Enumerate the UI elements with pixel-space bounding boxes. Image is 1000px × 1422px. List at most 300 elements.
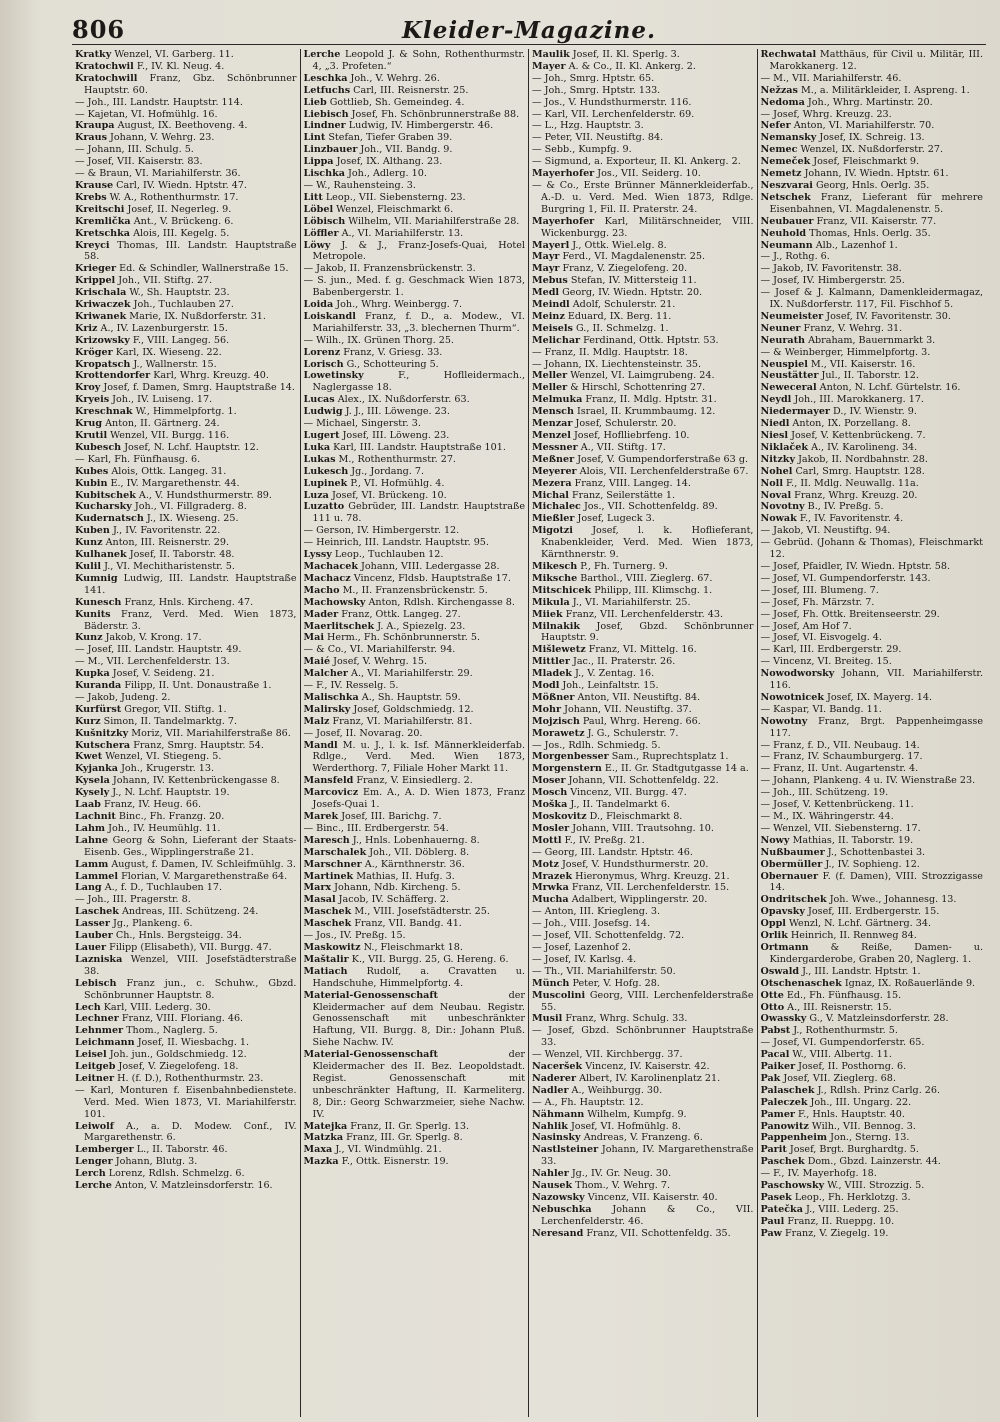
directory-entry: Meindl Adolf, Schulerstr. 21. — [532, 299, 676, 311]
directory-entry: Mrwka Franz, VII. Lerchenfelderstr. 15. — [532, 882, 730, 894]
directory-entry: Lowetinsky F., Hoflleidermach., Naglergasse 18. — [303, 370, 525, 394]
directory-entry: — Gebrüd. (Johann & Thomas), Fleischmarkt 12. — [760, 537, 983, 561]
directory-entry: Nedoma Joh., Whrg. Martinstr. 20. — [760, 96, 933, 108]
directory-entry: Owassky G., V. Matzleinsdorferstr. 28. — [760, 1013, 949, 1025]
directory-entry: Kubes Alois, Ottk. Langeg. 31. — [75, 465, 227, 477]
directory-entry: — Jos., IV. Preßg. 15. — [303, 930, 406, 942]
directory-entry: Leisel Joh. jun., Goldschmiedg. 12. — [75, 1049, 247, 1061]
directory-entry: Mayer A. & Co., II. Kl. Ankerg. 2. — [532, 60, 696, 72]
directory-entry: Lech Karl, VIII. Lederg. 30. — [75, 1001, 211, 1013]
directory-entry: Kumnig Ludwig, III. Landstr. Hauptstraße 141. — [75, 572, 297, 596]
directory-entry: Nasinsky Andreas, V. Franzeng. 6. — [532, 1132, 703, 1144]
directory-entry: Ondritschek Joh. Wwe., Johannesg. 13. — [760, 894, 957, 906]
directory-entry: — Heinrich, III. Landstr. Hauptstr. 95. — [303, 537, 489, 549]
directory-entry: Noval Franz, Whrg. Kreuzg. 20. — [760, 489, 918, 501]
directory-entry: Kucharsky Joh., VI. Fillgraderg. 8. — [75, 501, 247, 513]
directory-entry: Maskowitz N., Fleischmarkt 18. — [303, 941, 463, 953]
directory-entry: Nemansky Josef, IX. Schreig. 13. — [760, 132, 925, 144]
directory-entry: Neumeister Josef, IV. Favoritenstr. 30. — [760, 310, 951, 322]
directory-entry: Neszvarai Georg, Hnls. Oerlg. 35. — [760, 179, 930, 191]
directory-entry: Lerch Lorenz, Rdlsh. Schmelzg. 6. — [75, 1168, 245, 1180]
directory-entry: Ludwig J. J., III. Löwenge. 23. — [303, 406, 450, 418]
directory-entry: — Josef, Lazenhof 2. — [532, 941, 631, 953]
directory-entry: Miiek Franz, VII. Lerchenfelderstr. 43. — [532, 608, 724, 620]
directory-entry: — Johann, III. Schulg. 5. — [75, 144, 194, 156]
directory-entry: Kušnitzky Moriz, VII. Mariahilferstraße 86. — [75, 727, 291, 739]
directory-entry: — M., VII. Mariahilferstr. 46. — [760, 72, 902, 84]
directory-entry: Lorisch G., Schotteuring 5. — [303, 358, 439, 370]
directory-entry: Malirsky Josef, Goldschmiedg. 12. — [303, 703, 474, 715]
directory-entry: Kreitschi Josef, II. Negerleg. 9. — [75, 203, 232, 215]
directory-entry: Mottl F., IV. Preßg. 21. — [532, 834, 645, 846]
directory-entry: — Anton, III. Kriegleng. 3. — [532, 906, 661, 918]
directory-entry: — Kaspar, VI. Bandg. 11. — [760, 703, 882, 715]
directory-entry: — M., IX. Währingerstr. 44. — [760, 811, 894, 822]
directory-entry: Lukas M., Rothenthurmstr. 27. — [303, 453, 456, 465]
directory-entry: Kretschka Alois, III. Kegelg. 5. — [75, 227, 230, 239]
directory-entry: Lasser Jg., Plankeng. 6. — [75, 918, 193, 930]
directory-entry: Kratochwil F., IV. Kl. Neug. 4. — [75, 60, 225, 72]
directory-entry: — Joh., Smrg. Hptstr. 65. — [532, 72, 655, 84]
directory-entry: — Josef, Whrg. Kreuzg. 23. — [760, 108, 892, 120]
directory-entry: Mucha Adalbert, Wipplingerstr. 20. — [532, 894, 708, 906]
directory-entry: Maschek M., VIII. Josefstädterstr. 25. — [303, 906, 490, 918]
directory-entry: — Sebb., Kumpfg. 9. — [532, 144, 632, 156]
directory-entry: Neuhold Thomas, Hnls. Oerlg. 35. — [760, 227, 931, 239]
directory-entry: Lemberger L., II. Taborstr. 46. — [75, 1144, 228, 1156]
directory-entry: Lerche Leopold J. & Sohn, Rothenthurmstr. 4, „3. Profeten.“ — [303, 49, 525, 72]
directory-entry: Nähmann Wilhelm, Kumpfg. 9. — [532, 1108, 687, 1120]
directory-entry: Mazka F., Ottk. Eisnerstr. 19. — [303, 1156, 449, 1168]
directory-entry: Lahne Georg & Sohn, Lieferant der Staats-Eisenb. Ges., Wipplingerstraße 21. — [75, 834, 297, 858]
directory-entry: Lazniska Wenzel, VIII. Josefstädterstraße 38. — [75, 953, 297, 977]
directory-entry: — Karl, Monturen f. Eisenbahnbedienstete. Verd. Med. Wien 1873, VI. Mariahilferstr. 101. — [75, 1084, 297, 1120]
directory-entry: Musil Franz, Whrg. Schulg. 33. — [532, 1013, 688, 1025]
directory-entry: Neuspiel M., VII. Kaiserstr. 16. — [760, 358, 916, 370]
directory-entry: Kremlička Ant., V. Brückeng. 6. — [75, 215, 234, 227]
directory-entry: Neubauer Franz, VII. Kaiserstr. 77. — [760, 215, 937, 227]
directory-entry: Ortmann & Reiße, Damen- u. Kindergarderobe, Graben 20, Naglerg. 1. — [760, 941, 983, 965]
directory-entry: — Josef, VI. Gumpendorferstr. 143. — [760, 572, 931, 584]
directory-entry: Morawetz J. G., Schulerstr. 7. — [532, 727, 679, 739]
directory-entry: Marcovicz Em. A., A. D. Wien 1873, Franz Josefs-Quai 1. — [303, 787, 525, 811]
directory-entry: Krippel Joh., VII. Stiftg. 27. — [75, 275, 213, 287]
directory-entry: — S. jun., Med. f. g. Geschmack Wien 1873, Babenbergerstr. 1. — [303, 275, 525, 299]
directory-entry: Kunesch Franz, Hnls. Kircheng. 47. — [75, 596, 254, 608]
page-title: Kleider-Magazine. — [402, 17, 656, 44]
directory-entry: Migotzi Josef, l. k. Hoflieferant, Knabenkleider, Verd. Med. Wien 1873, Kärnthnerstr. 9. — [532, 525, 754, 561]
directory-entry: Lucas Alex., IX. Nußdorferstr. 63. — [303, 394, 470, 406]
directory-entry: — Josef, V. Kettenbrückeng. 11. — [760, 799, 914, 811]
directory-entry: Maštalir K., VII. Burgg. 25, G. Hereng. 6. — [303, 953, 509, 965]
directory-entry: — Binc., III. Erdbergerstr. 54. — [303, 822, 449, 834]
directory-entry: Nebuschka Johann & Co., VII. Lerchenfelderstr. 46. — [532, 1203, 754, 1227]
directory-entry: Münch Peter, V. Hofg. 28. — [532, 977, 660, 989]
directory-entry: — Josef, IV. Karlsg. 4. — [532, 953, 637, 965]
directory-entry: Nahlik Josef, VI. Hofmühlg. 8. — [532, 1120, 681, 1132]
directory-entry: Nowodworsky Johann, VII. Mariahilferstr. 116. — [760, 668, 983, 692]
directory-entry: Krieger Ed. & Schindler, Wallnerstraße 15. — [75, 263, 289, 275]
directory-entry: Paleczek Joh., III. Ungarg. 22. — [760, 1096, 912, 1108]
directory-entry: Lint Stefan, Tiefer Graben 39. — [303, 132, 453, 144]
directory-entry: — Jakob, VI. Neustiftg. 94. — [760, 525, 891, 537]
directory-entry: Maschek Franz, VII. Bandg. 41. — [303, 918, 462, 930]
directory-entry: Lammel Florian, V. Margarethenstraße 64. — [75, 870, 288, 882]
directory-entry: Melichar Ferdinand, Ottk. Hptstr. 53. — [532, 334, 719, 346]
directory-entry: Leitner H. (f. D.), Rothenthurmstr. 23. — [75, 1072, 264, 1084]
directory-entry: — Franz, IV. Schaumburgerg. 17. — [760, 751, 923, 763]
directory-entry: — Joh., VIII. Josefsg. 14. — [532, 918, 651, 930]
directory-entry: Otschenaschek Ignaz, IX. Roßauerlände 9. — [760, 977, 976, 989]
directory-entry: Linzbauer Joh., VII. Bandg. 9. — [303, 144, 453, 156]
page-header — [72, 10, 986, 45]
directory-entry: Maxa J., VI. Windmühlg. 21. — [303, 1144, 442, 1156]
directory-entry: — Josef, IV. Himbergerstr. 25. — [760, 275, 905, 287]
directory-entry: Marx Johann, Ndb. Kircheng. 5. — [303, 882, 461, 894]
directory-entry: Lechner Franz, VIII. Floriang. 46. — [75, 1013, 244, 1025]
directory-entry: Oswald J., III. Landstr. Hptstr. 1. — [760, 965, 921, 977]
directory-entry: Kutschera Franz, Smrg. Hauptstr. 54. — [75, 739, 264, 751]
directory-entry: — & Weinberger, Himmelpfortg. 3. — [760, 346, 931, 358]
directory-entry: Lukesch Jg., Jordang. 7. — [303, 465, 425, 477]
directory-entry: Maulik Josef, II. Kl. Sperlg. 3. — [532, 49, 680, 60]
directory-entry: — M., VII. Lerchenfelderstr. 13. — [75, 656, 230, 668]
directory-entry: Lyssy Leop., Tuchlauben 12. — [303, 549, 444, 561]
directory-entry: Mikula J., VI. Mariahilferstr. 25. — [532, 596, 691, 608]
directory-entry: — Jos., V. Hundsthurmerstr. 116. — [532, 96, 692, 108]
directory-entry: Miksche Barthol., VIII. Zieglerg. 67. — [532, 572, 713, 584]
directory-entry: Michalec Jos., VII. Schottenfeldg. 89. — [532, 501, 718, 513]
directory-entry: Kunz Anton, III. Reisnerstr. 29. — [75, 537, 230, 549]
directory-entry: Mladek J., V. Zentag. 16. — [532, 668, 655, 680]
directory-entry: Kwet Wenzel, VI. Stiegeng. 5. — [75, 751, 222, 763]
directory-entry: Niklaček A., IV. Karolineng. 34. — [760, 441, 918, 453]
directory-entry: Oppl Wenzl, N. Lchf. Gärtnerg. 34. — [760, 918, 932, 930]
directory-entry: Kubitschek A., V. Hundsthurmerstr. 89. — [75, 489, 272, 501]
directory-entry: Nežzas M., a. Militärkleider, I. Aspreng. 1. — [760, 84, 970, 96]
directory-entry: Niedl Anton, IX. Porzellang. 8. — [760, 418, 911, 430]
directory-entry: Lauber Ch., Hnls. Bergsteigg. 34. — [75, 930, 242, 942]
directory-entry: Neurath Abraham, Bauernmarkt 3. — [760, 334, 936, 346]
directory-entry: Morgenstern E., II. Gr. Stadtgutgasse 14 a. — [532, 763, 749, 775]
directory-entry: Kubesch Josef, N. Lchf. Hauptstr. 12. — [75, 441, 259, 453]
directory-entry: Leschka Joh., V. Wehrg. 26. — [303, 72, 440, 84]
directory-entry: Maié Josef, V. Wehrg. 15. — [303, 656, 428, 668]
directory-entry: Mohr Johann, VII. Neustiftg. 37. — [532, 703, 692, 715]
directory-entry: — Franz, f. D., VII. Neubaug. 14. — [760, 739, 920, 751]
directory-entry: Nausek Thom., V. Wehrg. 7. — [532, 1180, 671, 1192]
directory-entry: Kraus Johann, V. Wehrg. 23. — [75, 132, 215, 144]
column-4 — [758, 49, 987, 1417]
directory-entry: Kroy Josef, f. Damen, Smrg. Hauptstraße 14. — [75, 382, 295, 394]
directory-entry: Marschner A., Kärnthnerstr. 36. — [303, 858, 465, 870]
directory-entry: Neydl Joh., III. Marokkanerg. 17. — [760, 394, 924, 406]
directory-entry: Lupinek P., VI. Hofmühlg. 4. — [303, 477, 445, 489]
directory-entry: — Gerson, IV. Himbergerstr. 12. — [303, 525, 460, 537]
directory-entry: — Karl, Fh. Fünfhausg. 6. — [75, 453, 201, 465]
directory-entry: Krischala W., Sh. Hauptstr. 23. — [75, 287, 230, 299]
directory-entry: Mayerl J., Ottk. Wiel.elg. 8. — [532, 239, 667, 251]
directory-entry: Liebisch Josef, Fh. Schönbrunnerstraße 88. — [303, 108, 520, 120]
directory-entry: Moser Johann, VII. Schottenfeldg. 22. — [532, 775, 719, 787]
directory-entry: — W., Rauhensteing. 3. — [303, 179, 416, 191]
directory-entry: Lerche Anton, V. Matzleinsdorferstr. 16. — [75, 1180, 273, 1192]
directory-entry: — A., Fh. Hauptstr. 12. — [532, 1096, 644, 1108]
column-2 — [301, 49, 530, 1417]
directory-entry: Malcher A., VI. Mariahilferstr. 29. — [303, 668, 473, 680]
directory-entry: Meßner Josef, V. Gumpendorferstraße 63 g. — [532, 453, 749, 465]
directory-entry: Kratochwill Franz, Gbz. Schönbrunner Hauptstr. 60. — [75, 72, 297, 96]
directory-entry: Laab Franz, IV. Heug. 66. — [75, 799, 202, 811]
directory-entry: Mebus Stefan, IV. Mittersteig 11. — [532, 275, 697, 287]
page-number: 806 — [72, 15, 126, 44]
directory-entry: — & Co., VI. Mariahilferstr. 94. — [303, 644, 456, 656]
directory-entry: Kysela Johann, IV. Kettenbrückengasse 8. — [75, 775, 280, 787]
directory-entry: Marschalek Joh., VII. Döblerg. 8. — [303, 846, 470, 858]
directory-entry: — F., IV. Mayerhofg. 18. — [760, 1168, 877, 1180]
directory-entry: — Wenzel, VII. Kirchbergg. 37. — [532, 1049, 683, 1061]
directory-entry: Kulhanek Josef, II. Taborstr. 48. — [75, 549, 235, 561]
directory-entry: Opavsky Josef, III. Erdbergerstr. 15. — [760, 906, 940, 918]
directory-entry: Mayerhofer Karl, Militärschneider, VIII. Wickenburgg. 23. — [532, 215, 754, 239]
directory-entry: Milnakik Josef, Gbzd. Schönbrunner Hauptstr. 9. — [532, 620, 754, 644]
directory-entry: — Josef, VII. Schottenfeldg. 72. — [532, 930, 685, 942]
directory-entry: — Josef, VII. Kaiserstr. 83. — [75, 156, 203, 168]
directory-entry: Michal Franz, Seilerstätte 1. — [532, 489, 676, 501]
directory-entry: Mezera Franz, VIII. Langeg. 14. — [532, 477, 691, 489]
directory-entry: — L., Hzg. Hauptstr. 3. — [532, 120, 644, 132]
directory-entry: Paschowsky W., VIII. Strozzig. 5. — [760, 1180, 925, 1192]
directory-entry: Lieb Gottlieb, Sh. Gemeindeg. 4. — [303, 96, 465, 108]
directory-entry: Messner A., VII. Stiftg. 17. — [532, 441, 666, 453]
directory-entry: Mansfeld Franz, V. Einsiedlerg. 2. — [303, 775, 473, 787]
directory-entry: Niesl Josef, V. Kettenbrückeng. 7. — [760, 430, 926, 441]
directory-entry: — Wenzel, VII. Siebensterng. 17. — [760, 822, 921, 834]
directory-entry: Kreyci Thomas, III. Landstr. Hauptstraße 58. — [75, 239, 297, 263]
directory-entry: Lehnmer Thom., Naglerg. 5. — [75, 1025, 218, 1037]
directory-entry: Nowak F., IV. Favoritenstr. 4. — [760, 513, 904, 525]
directory-entry: Kuben J., IV. Favoritenstr. 22. — [75, 525, 221, 537]
directory-entry: Nowotnicek Josef, IX. Mayerg. 14. — [760, 691, 933, 703]
directory-entry: Leiwolf A., a. D. Modew. Conf., IV. Margarethenstr. 6. — [75, 1120, 297, 1144]
directory-entry: Meisels G., II. Schmelzg. 1. — [532, 322, 669, 334]
directory-entry: Motz Josef, V. Hundsthurmerstr. 20. — [532, 858, 709, 870]
directory-entry: Kryeis Joh., IV. Luiseng. 17. — [75, 394, 213, 406]
directory-entry: Martinek Mathias, II. Hufg. 3. — [303, 870, 455, 882]
directory-entry: — Josef, Fh. Ottk. Breitenseerstr. 29. — [760, 608, 940, 620]
directory-entry: Material-Genossenschaft der Kleidermacher auf dem Neubau. Registr. Genossenschaft mit unbeschränkter Haftung, VII. Burgg. 8, Dir.: Johann Pluß. Siehe Nachw. IV. — [303, 989, 525, 1049]
columns — [72, 49, 986, 1417]
directory-entry: Mayr Franz, V. Ziegelofeng. 20. — [532, 263, 688, 275]
directory-entry: Naderer Albert, IV. Karolinenplatz 21. — [532, 1072, 721, 1084]
directory-entry: Luzatto Gebrüder, III. Landstr. Hauptstraße 111 u. 78. — [303, 501, 525, 525]
directory-entry: Lindner Ludwig, IV. Himbergerstr. 46. — [303, 120, 494, 132]
column-1 — [72, 49, 301, 1417]
directory-entry: Lebisch Franz jun., c. Schuhw., Gbzd. Schönbrunner Hauptstr. 8. — [75, 977, 297, 1001]
directory-entry: Nowotny Franz, Brgt. Pappenheimgasse 117. — [760, 715, 983, 739]
directory-entry: — & Co., Erste Brünner Männerkleiderfab., A.-D. u. Verd. Med. Wien 1873, Rdlge. Burgring 1, Fil. II. Praterstr. 24. — [532, 179, 754, 215]
directory-entry: — Franz, II. Unt. Augartenstr. 4. — [760, 763, 919, 775]
directory-entry: Modl Joh., Leinfaltstr. 15. — [532, 680, 659, 692]
directory-entry: — Jakob, II. Franzensbrückenstr. 3. — [303, 263, 476, 275]
directory-entry: Lippa Josef, IX. Althang. 23. — [303, 156, 443, 168]
directory-entry: — Josef, Fh. Märzstr. 7. — [760, 596, 875, 608]
directory-entry: Kunits Franz, Verd. Med. Wien 1873, Bäderstr. 3. — [75, 608, 297, 632]
directory-entry: Kropatsch J., Wallnerstr. 15. — [75, 358, 217, 370]
directory-entry: Krug Anton, II. Gärtnerg. 24. — [75, 418, 220, 430]
directory-entry: Palaschek J., Rdlsh. Prinz Carlg. 26. — [760, 1084, 941, 1096]
directory-entry: — Michael, Singerstr. 3. — [303, 418, 421, 430]
directory-entry: Paschek Dom., Gbzd. Lainzerstr. 44. — [760, 1156, 941, 1168]
directory-entry: Patečka J., VIII. Lederg. 25. — [760, 1203, 899, 1215]
directory-entry: Lorenz Franz, V. Griesg. 33. — [303, 346, 443, 358]
directory-entry: Machowsky Anton, Rdlsh. Kirchengasse 8. — [303, 596, 515, 608]
directory-entry: Otto A., III. Reisnerstr. 15. — [760, 1001, 892, 1013]
directory-entry: Mišlewetz Franz, VI. Mittelg. 16. — [532, 644, 697, 656]
directory-entry: Kubin E., IV. Margarethenstr. 44. — [75, 477, 240, 489]
directory-entry: Mießler Josef, Lugeck 3. — [532, 513, 655, 525]
directory-entry: Rechwatal Matthäus, für Civil u. Militär, III. Marokkanerg. 12. — [760, 49, 983, 72]
directory-entry: — Karl, VII. Lerchenfelderstr. 69. — [532, 108, 695, 120]
directory-entry: — Joh., III. Pragerstr. 8. — [75, 894, 191, 906]
directory-entry: Mößner Anton, VII. Neustiftg. 84. — [532, 691, 701, 703]
directory-entry: Netschek Franz, Lieferant für mehrere Eisenbahnen, VI. Magdalenenstr. 5. — [760, 191, 983, 215]
directory-entry: Löffler A., VI. Mariahilferstr. 13. — [303, 227, 464, 239]
directory-entry: — Joh., III. Schützeng. 19. — [760, 787, 889, 799]
directory-entry: Mitschicek Philipp, III. Klimschg. 1. — [532, 584, 713, 596]
directory-entry: — J., Rothg. 6. — [760, 251, 830, 263]
directory-entry: Krizowsky F., VIII. Langeg. 56. — [75, 334, 230, 346]
directory-entry: Neresand Franz, VII. Schottenfeldg. 35. — [532, 1227, 731, 1239]
directory-entry: Kulil J., VI. Mechitharistenstr. 5. — [75, 560, 235, 572]
directory-entry: Mayerhofer Jos., VII. Seiderg. 10. — [532, 168, 701, 180]
directory-entry: Niedermayer D., IV. Wienstr. 9. — [760, 406, 917, 418]
directory-entry: Moskovitz D., Fleischmarkt 8. — [532, 811, 683, 822]
directory-entry: Krottendorfer Karl, Whrg. Kreuzg. 40. — [75, 370, 269, 382]
directory-entry: Laschek Andreas, III. Schützeng. 24. — [75, 906, 259, 918]
directory-entry: — Joh., Smrg. Hptstr. 133. — [532, 84, 661, 96]
directory-entry: Kröger Karl, IX. Wieseng. 22. — [75, 346, 222, 358]
directory-entry: Menzar Josef, Schulerstr. 20. — [532, 418, 677, 430]
directory-entry: Luza Josef, VI. Brückeng. 10. — [303, 489, 447, 501]
directory-entry: Menzel Josef, Hoflliebrfeng. 10. — [532, 430, 690, 441]
directory-entry: Nefer Anton, VI. Mariahilferstr. 70. — [760, 120, 935, 132]
directory-entry: Mandl M. u. J., l. k. Isf. Männerkleiderfab. Rdlge., Verd. Med. Wien 1873, Werderthorg. 7, Filiale Hoher Markt 11. — [303, 739, 525, 775]
directory-entry: Kyjanka Joh., Krugerstr. 13. — [75, 763, 215, 775]
directory-entry: — Jos., Rdlh. Schmiedg. 5. — [532, 739, 661, 751]
directory-entry: Macho M., II. Franzensbrückenstr. 5. — [303, 584, 488, 596]
directory-entry: — Johann, Plankeng. 4 u. IV. Wienstraße 23. — [760, 775, 976, 787]
directory-entry: Pamer F., Hnls. Hauptstr. 40. — [760, 1108, 905, 1120]
directory-entry: — Josef, Am Hof 7. — [760, 620, 852, 632]
directory-entry: — Jakob, Judeng. 2. — [75, 691, 171, 703]
directory-entry: — Kajetan, VI. Hofmühlg. 16. — [75, 108, 218, 120]
directory-entry: — Johann, IX. Liechtensteinstr. 35. — [532, 358, 702, 370]
directory-entry: — Josef, VI. Gumpendorferstr. 65. — [760, 1037, 925, 1049]
directory-entry: Matiach Rudolf, a. Cravatten u. Handschuhe, Himmelpfortg. 4. — [303, 965, 525, 989]
directory-entry: Meinz Eduard, IX. Berg. 11. — [532, 310, 672, 322]
directory-entry: Maresch J., Hnls. Lobenhauerng. 8. — [303, 834, 480, 846]
directory-entry: Paul Franz, II. Rueppg. 10. — [760, 1215, 895, 1227]
directory-entry: Nemeček Josef, Fleischmarkt 9. — [760, 156, 920, 168]
directory-entry: Loida Joh., Whrg. Weinbergg. 7. — [303, 299, 463, 311]
directory-entry: Lamm August, f. Damen, IV. Schleifmühlg. 3. — [75, 858, 296, 870]
directory-entry: Nitzky Jakob, II. Nordbahnstr. 28. — [760, 453, 928, 465]
directory-entry: Leichmann Josef, II. Wiesbachg. 1. — [75, 1037, 250, 1049]
directory-entry: Krutil Wenzel, VII. Burgg. 116. — [75, 430, 230, 441]
directory-entry: — Vincenz, VI. Breiteg. 15. — [760, 656, 892, 668]
directory-entry: Malz Franz, VI. Mariahilferstr. 81. — [303, 715, 473, 727]
directory-entry: — Josef, III. Landstr. Hauptstr. 49. — [75, 644, 242, 656]
directory-entry: Maerlitschek J. A., Spiezelg. 23. — [303, 620, 466, 632]
directory-entry: Lauer Filipp (Elisabeth), VII. Burgg. 47. — [75, 941, 272, 953]
directory-entry: Obermüller J., IV. Sophieng. 12. — [760, 858, 920, 870]
directory-entry: — Jakob, IV. Favoritenstr. 38. — [760, 263, 902, 275]
directory-entry: Löwy J. & J., Franz-Josefs-Quai, Hotel Metropole. — [303, 239, 525, 263]
column-3 — [529, 49, 758, 1417]
directory-entry: Paiker Josef, II. Posthorng. 6. — [760, 1061, 907, 1073]
directory-entry: Novotny B., IV. Preßg. 5. — [760, 501, 884, 513]
directory-entry: Morgenbesser Sam., Ruprechtsplatz 1. — [532, 751, 729, 763]
directory-entry: Muscolini Georg, VIII. Lerchenfelderstraße 55. — [532, 989, 754, 1013]
directory-entry: — F., IV. Resselg. 5. — [303, 680, 399, 692]
directory-entry: Litt Leop., VII. Siebensterng. 23. — [303, 191, 466, 203]
directory-entry: Lenger Johann, Blutg. 3. — [75, 1156, 198, 1168]
directory-entry: Lachnit Binc., Fh. Franzg. 20. — [75, 811, 225, 822]
directory-entry: Pasek Leop., Fh. Herklotzg. 3. — [760, 1192, 911, 1203]
directory-entry: Mensch Israel, II. Krummbaumg. 12. — [532, 406, 716, 418]
directory-entry: Moška J., II. Tandelmarkt 6. — [532, 799, 670, 811]
directory-entry: Meller Wenzel, VI. Laimgrubeng. 24. — [532, 370, 715, 382]
directory-entry: Kurfürst Gregor, VII. Stiftg. 1. — [75, 703, 227, 715]
directory-entry: Kuranda Filipp, II. Unt. Donaustraße 1. — [75, 680, 272, 692]
directory-entry: Löbel Wenzel, Fleischmarkt 6. — [303, 203, 454, 215]
directory-entry: Löbisch Wilhelm, VII. Mariahilferstraße 28. — [303, 215, 520, 227]
directory-entry: Mikesch P., Fh. Turnerg. 9. — [532, 560, 668, 572]
directory-entry: Nazowsky Vincenz, VII. Kaiserstr. 40. — [532, 1192, 718, 1203]
directory-entry: Lugert Josef, III. Löweng. 23. — [303, 430, 450, 441]
directory-entry: Nadler A., Weihburgg. 30. — [532, 1084, 663, 1096]
directory-entry: Mrazek Hieronymus, Whrg. Kreuzg. 21. — [532, 870, 730, 882]
directory-entry: Marek Josef, III. Barichg. 7. — [303, 811, 442, 822]
directory-entry: Obernauer F. (f. Damen), VIII. Strozzigasse 14. — [760, 870, 983, 894]
directory-entry: — Georg, III. Landstr. Hptstr. 46. — [532, 846, 693, 858]
directory-entry: Otte Ed., Fh. Fünfhausg. 15. — [760, 989, 902, 1001]
directory-entry: Kratky Wenzel, VI. Garberg. 11. — [75, 49, 234, 60]
directory-entry: Mosler Johann, VIII. Trautsohng. 10. — [532, 822, 714, 834]
directory-entry: — Josef & J. Kalmann, Damenkleidermagaz, IX. Nußdorferstr. 117, Fil. Fischhof 5. — [760, 287, 983, 311]
directory-entry: Leitgeb Josef, V. Ziegelofeng. 18. — [75, 1061, 239, 1073]
directory-entry: Orlik Heinrich, II. Rennweg 84. — [760, 930, 917, 942]
directory-entry: — Peter, VII. Neustiftg. 84. — [532, 132, 664, 144]
directory-entry: — Josef, III. Blumeng. 7. — [760, 584, 879, 596]
directory-entry: — Josef, Gbzd. Schönbrunner Hauptstraße 33. — [532, 1025, 754, 1049]
directory-entry: Kudernatsch J., IX. Wieseng. 25. — [75, 513, 239, 525]
directory-entry: Neustätter Jul., II. Taborstr. 12. — [760, 370, 919, 382]
directory-entry: Mader Franz, Ottk. Langeg. 27. — [303, 608, 461, 620]
directory-entry: Luka Karl, III. Landstr. Hauptstraße 101. — [303, 441, 506, 453]
directory-entry: Krause Carl, IV. Wiedn. Hptstr. 47. — [75, 179, 247, 191]
directory-entry: Mittler Jac., II. Praterstr. 26. — [532, 656, 676, 668]
directory-entry: Meyerer Alois, VII. Lerchenfelderstraße 67. — [532, 465, 749, 477]
directory-entry: Malischka A., Sh. Hauptstr. 59. — [303, 691, 461, 703]
directory-entry: Meller & Hirschl, Schottenring 27. — [532, 382, 706, 394]
directory-entry: Nemec Wenzel, IX. Nußdorferstr. 27. — [760, 144, 944, 156]
directory-entry: Panowitz Wilh., VII. Bennog. 3. — [760, 1120, 916, 1132]
directory-entry: — Joh., III. Landstr. Hauptstr. 114. — [75, 96, 243, 108]
directory-entry: Mosch Vincenz, VII. Burgg. 47. — [532, 787, 687, 799]
directory-entry: — Wilh., IX. Grünen Thorg. 25. — [303, 334, 454, 346]
